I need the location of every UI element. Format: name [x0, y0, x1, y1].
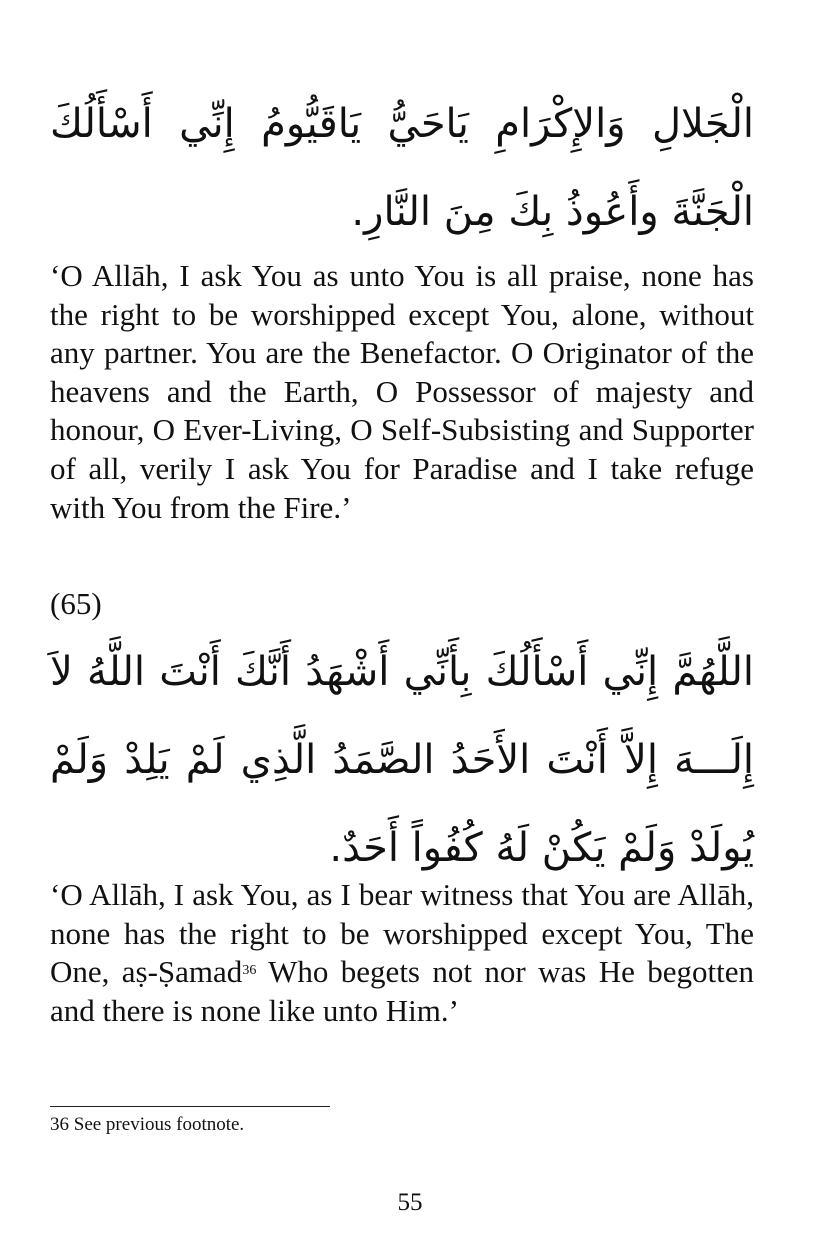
translation-2-text-end: Who begets not nor was He begotten and there is none like unto Him.’ — [50, 954, 754, 1028]
supplication-number: (65) — [50, 586, 102, 621]
translation-paragraph-2 — [50, 876, 754, 1030]
page-number: 55 — [397, 1189, 423, 1216]
footnote-36: 36 See previous footnote. — [50, 1114, 245, 1135]
arabic-supplication-65: اللَّهُمَّ إِنِّي أَسْأَلُكَ بِأَنِّي أَشْهَدُ أَنَّكَ أَنْتَ اللَّهُ لاَ إِلَـــهَ إِلاَّ أَنْتَ الأَحَدُ الصَّمَدُ الَّذِي لَمْ يَلِدْ وَلَمْ يُولَدْ وَلَمْ يَكُنْ لَهُ كُفُواً أَحَدٌ. — [50, 649, 754, 871]
translation-2-text-start: ‘O Allāh, I ask You, as I bear witness that You are Allāh, none has the right to be worshipped except You, The One, aṣ-Ṣamad — [50, 877, 754, 990]
footnote-reference-36[interactable]: 36 — [242, 963, 257, 979]
arabic-supplication-continued: الْجَلالِ وَالإِكْرَامِ يَاحَيُّ يَاقَيُّومُ إِنِّي أَسْأَلُكَ الْجَنَّةَ وأَعُوذُ بِكَ مِنَ النَّارِ. — [50, 101, 754, 235]
translation-paragraph-1: ‘O Allāh, I ask You as unto You is all praise, none has the right to be worshipped except You, alone, without any partner. You are the Benefactor. O Originator of the heavens and the Earth, O Possessor of majesty and honour, O Ever-Living, O Self-Subsisting and Supporter of all, verily I ask You for Paradise and I take refuge with You from the Fire.’ — [50, 258, 754, 525]
footnote-separator — [50, 1106, 330, 1107]
